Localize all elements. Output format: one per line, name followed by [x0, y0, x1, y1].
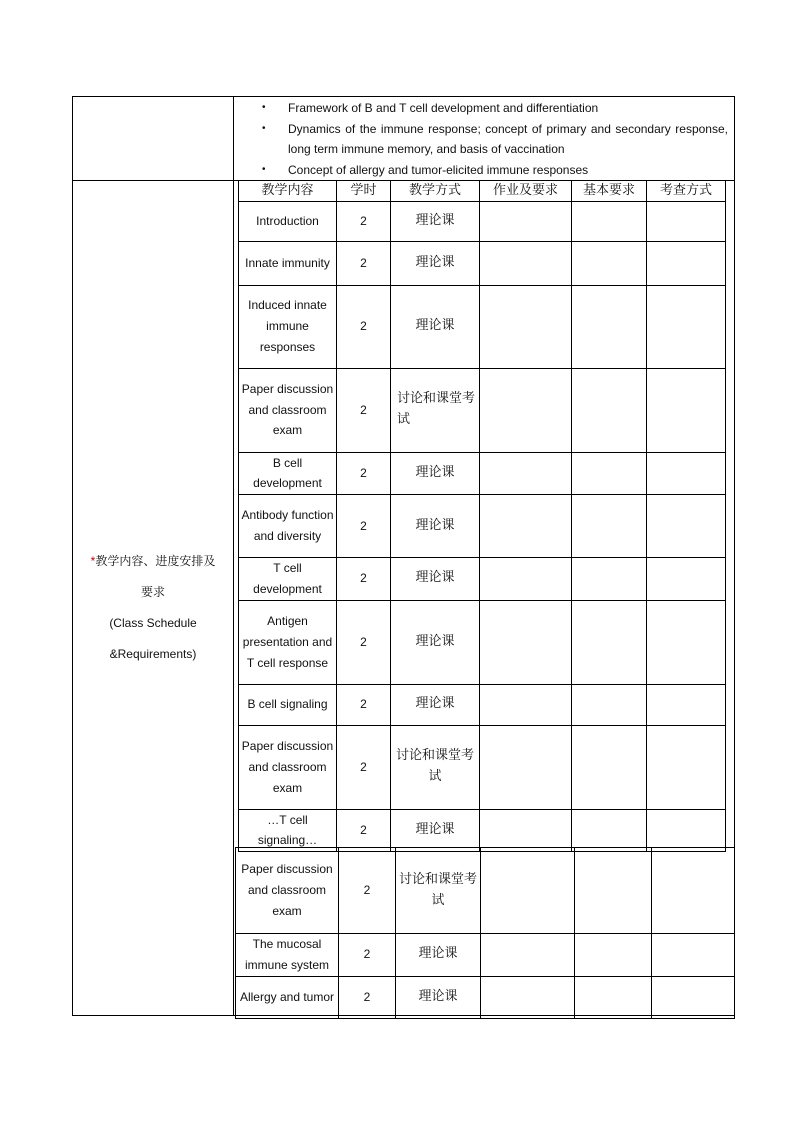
cell-basic-req — [572, 558, 647, 601]
cell-homework — [480, 725, 572, 809]
objective-text: Framework of B and T cell development and differentiation — [288, 101, 599, 115]
cell-homework — [480, 558, 572, 601]
cell-basic-req — [572, 452, 647, 495]
schedule-table-continued — [235, 847, 735, 1019]
table-row — [239, 452, 726, 495]
table-row — [236, 934, 735, 977]
cell-basic-req — [575, 934, 652, 977]
cell-hours: 2 — [339, 934, 396, 977]
cell-content: B cell signaling — [239, 684, 337, 725]
cell-method: 理论课 — [391, 495, 480, 558]
cell-basic-req — [572, 600, 647, 684]
cell-assessment — [647, 809, 726, 852]
cell-content: Innate immunity — [239, 241, 337, 285]
header-content: 教学内容 — [239, 181, 337, 201]
cell-assessment — [647, 241, 726, 285]
cell-hours: 2 — [337, 241, 391, 285]
cell-hours: 2 — [337, 558, 391, 601]
cell-homework — [480, 201, 572, 241]
table-row — [239, 201, 726, 241]
cell-method: 理论课 — [391, 452, 480, 495]
objectives-list — [262, 98, 728, 180]
table-row — [239, 809, 726, 852]
cell-assessment — [647, 368, 726, 452]
section-label — [74, 546, 232, 670]
cell-hours: 2 — [337, 684, 391, 725]
cell-hours: 2 — [337, 809, 391, 852]
cell-hours: 2 — [337, 285, 391, 368]
cell-assessment — [652, 976, 735, 1018]
table-header-row — [239, 181, 726, 201]
cell-assessment — [647, 600, 726, 684]
cell-basic-req — [572, 241, 647, 285]
cell-content: The mucosal immune system — [236, 934, 339, 977]
cell-method: 理论课 — [396, 934, 481, 977]
label-zh-line2: 要求 — [140, 585, 165, 599]
table-row — [239, 241, 726, 285]
cell-homework — [480, 495, 572, 558]
table-row — [239, 558, 726, 601]
header-hours: 学时 — [337, 181, 391, 201]
cell-homework — [480, 684, 572, 725]
required-marker: * — [90, 554, 96, 568]
cell-method: 理论课 — [396, 976, 481, 1018]
table-row — [239, 368, 726, 452]
cell-content: Paper discussion and classroom exam — [239, 725, 337, 809]
cell-content: …T cell signaling… — [239, 809, 337, 852]
cell-assessment — [652, 848, 735, 934]
cell-method: 理论课 — [391, 809, 480, 852]
table-row — [239, 725, 726, 809]
cell-assessment — [652, 934, 735, 977]
cell-assessment — [647, 725, 726, 809]
cell-basic-req — [572, 495, 647, 558]
cell-homework — [480, 241, 572, 285]
cell-method: 讨论和课堂考试 — [391, 725, 480, 809]
cell-content: Introduction — [239, 201, 337, 241]
cell-content: Paper discussion and classroom exam — [239, 368, 337, 452]
header-method: 教学方式 — [391, 181, 480, 201]
cell-hours: 2 — [337, 495, 391, 558]
cell-content: Induced innate immune responses — [239, 285, 337, 368]
cell-basic-req — [575, 976, 652, 1018]
cell-assessment — [647, 558, 726, 601]
cell-method: 理论课 — [391, 241, 480, 285]
cell-hours: 2 — [337, 725, 391, 809]
list-item: • Dynamics of the immune response; concept of primary and secondary response, long term immune memory, and basis of vaccination — [262, 121, 728, 156]
cell-content: Antigen presentation and T cell response — [239, 600, 337, 684]
cell-homework — [480, 285, 572, 368]
table-row — [236, 848, 735, 934]
table-row — [236, 976, 735, 1018]
cell-homework — [480, 809, 572, 852]
table-row — [239, 684, 726, 725]
table-row — [239, 600, 726, 684]
schedule-table — [238, 181, 726, 852]
cell-assessment — [647, 684, 726, 725]
cell-method: 理论课 — [391, 600, 480, 684]
cell-basic-req — [572, 201, 647, 241]
cell-hours: 2 — [337, 600, 391, 684]
header-basic-req: 基本要求 — [572, 181, 647, 201]
table-row — [239, 285, 726, 368]
label-zh-line1: 教学内容、进度安排及 — [95, 554, 216, 568]
cell-hours: 2 — [337, 452, 391, 495]
cell-homework — [480, 452, 572, 495]
cell-hours: 2 — [339, 976, 396, 1018]
label-en-line1: (Class Schedule — [109, 616, 197, 630]
cell-content: T cell development — [239, 558, 337, 601]
cell-hours: 2 — [337, 368, 391, 452]
cell-basic-req — [572, 725, 647, 809]
cell-method: 讨论和课堂考试 — [391, 368, 480, 452]
cell-method: 理论课 — [391, 201, 480, 241]
cell-basic-req — [572, 285, 647, 368]
cell-assessment — [647, 201, 726, 241]
cell-method: 理论课 — [391, 684, 480, 725]
objective-text: Dynamics of the immune response; concept of primary and secondary response, long term immune memory, and basis of vaccination — [288, 121, 728, 156]
cell-assessment — [647, 495, 726, 558]
cell-homework — [481, 976, 575, 1018]
label-en-line2: &Requirements) — [109, 647, 197, 661]
header-homework: 作业及要求 — [480, 181, 572, 201]
cell-assessment — [647, 285, 726, 368]
table-row — [239, 495, 726, 558]
cell-method: 理论课 — [391, 558, 480, 601]
cell-content: Allergy and tumor — [236, 976, 339, 1018]
cell-content: Paper discussion and classroom exam — [236, 848, 339, 934]
cell-hours: 2 — [337, 201, 391, 241]
cell-method: 讨论和课堂考试 — [396, 848, 481, 934]
cell-homework — [481, 934, 575, 977]
header-assessment: 考查方式 — [647, 181, 726, 201]
cell-basic-req — [572, 809, 647, 852]
cell-hours: 2 — [339, 848, 396, 934]
column-divider — [233, 96, 234, 1016]
cell-basic-req — [572, 368, 647, 452]
cell-content: B cell development — [239, 452, 337, 495]
cell-basic-req — [575, 848, 652, 934]
cell-content: Antibody function and diversity — [239, 495, 337, 558]
objective-text: Concept of allergy and tumor-elicited immune responses — [288, 162, 589, 177]
list-item: • Concept of allergy and tumor-elicited immune responses — [262, 162, 589, 177]
cell-homework — [480, 600, 572, 684]
cell-homework — [481, 848, 575, 934]
list-item: • Framework of B and T cell development and differentiation — [262, 101, 599, 115]
cell-assessment — [647, 452, 726, 495]
cell-basic-req — [572, 684, 647, 725]
cell-method: 理论课 — [391, 285, 480, 368]
cell-homework — [480, 368, 572, 452]
